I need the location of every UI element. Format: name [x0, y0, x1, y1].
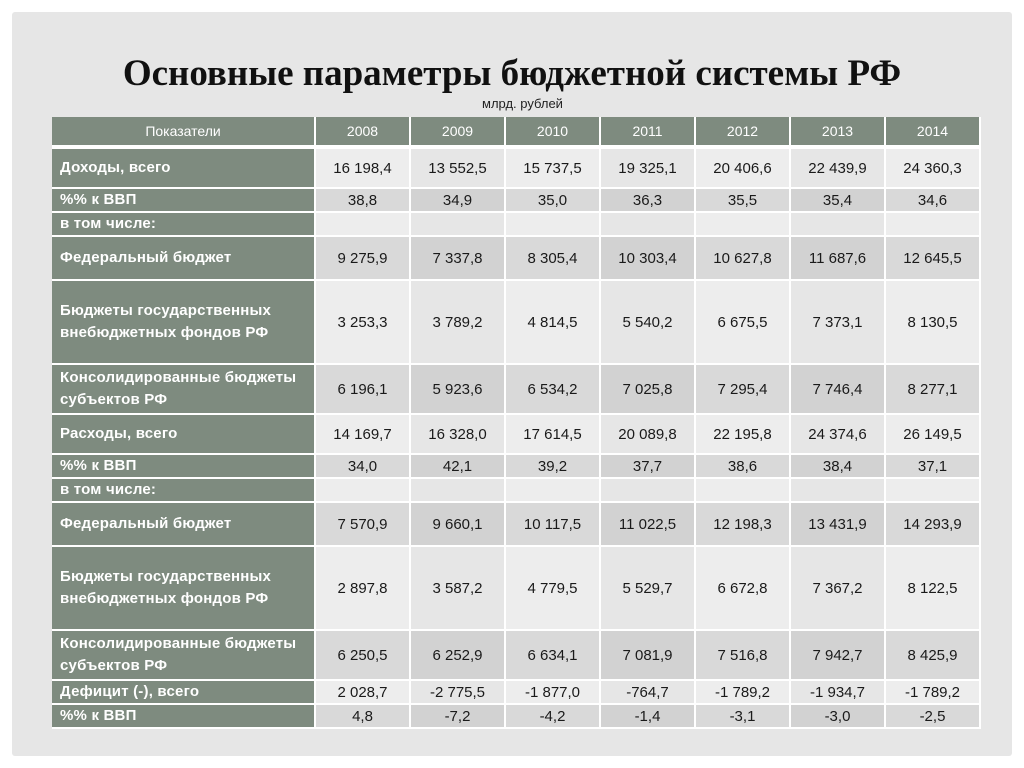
table-cell: 8 277,1 [886, 365, 981, 415]
table-cell: -4,2 [506, 705, 601, 729]
table-cell: 11 022,5 [601, 503, 696, 547]
table-cell: -1 789,2 [886, 681, 981, 705]
row-label: Расходы, всего [52, 415, 316, 455]
table-cell: 2 897,8 [316, 547, 411, 631]
table-cell [316, 213, 411, 237]
table-cell: -2,5 [886, 705, 981, 729]
table-cell: 6 534,2 [506, 365, 601, 415]
table-cell: 6 250,5 [316, 631, 411, 681]
table-cell [601, 213, 696, 237]
table-cell: 42,1 [411, 455, 506, 479]
table-cell: -764,7 [601, 681, 696, 705]
table-cell [411, 213, 506, 237]
table-row [52, 547, 981, 631]
table-row [52, 479, 981, 503]
table-cell: 5 529,7 [601, 547, 696, 631]
table-row [52, 681, 981, 705]
column-header-2010: 2010 [506, 117, 601, 149]
table-cell: 35,5 [696, 189, 791, 213]
table-cell: 24 374,6 [791, 415, 886, 455]
table-cell: 22 195,8 [696, 415, 791, 455]
table-cell: 8 305,4 [506, 237, 601, 281]
table-cell: 6 672,8 [696, 547, 791, 631]
table-cell: 20 089,8 [601, 415, 696, 455]
table-cell: 5 923,6 [411, 365, 506, 415]
table-header-row [52, 117, 981, 149]
table-cell: 7 516,8 [696, 631, 791, 681]
table-row [52, 213, 981, 237]
row-label: Дефицит (-), всего [52, 681, 316, 705]
table-cell [791, 479, 886, 503]
row-label: %% к ВВП [52, 705, 316, 729]
table-cell: 7 570,9 [316, 503, 411, 547]
table-row [52, 365, 981, 415]
table-cell: 8 425,9 [886, 631, 981, 681]
table-cell: 3 253,3 [316, 281, 411, 365]
table-cell: 7 746,4 [791, 365, 886, 415]
table-cell: 7 081,9 [601, 631, 696, 681]
table-cell: 3 587,2 [411, 547, 506, 631]
table-cell: -7,2 [411, 705, 506, 729]
table-cell: 37,1 [886, 455, 981, 479]
table-cell: 8 122,5 [886, 547, 981, 631]
table-cell: 35,0 [506, 189, 601, 213]
table-cell: 12 645,5 [886, 237, 981, 281]
table-cell [601, 479, 696, 503]
row-label: Бюджеты государственных внебюджетных фондов РФ [52, 547, 316, 631]
column-header-2013: 2013 [791, 117, 886, 149]
table-cell: 19 325,1 [601, 149, 696, 189]
table-cell: 14 169,7 [316, 415, 411, 455]
table-cell: 38,4 [791, 455, 886, 479]
column-header-2011: 2011 [601, 117, 696, 149]
table-cell: -1 934,7 [791, 681, 886, 705]
table-cell [506, 213, 601, 237]
table-cell: 34,0 [316, 455, 411, 479]
row-label: Федеральный бюджет [52, 237, 316, 281]
table-cell: 4 814,5 [506, 281, 601, 365]
column-header-indicators: Показатели [52, 117, 316, 149]
table-row [52, 189, 981, 213]
row-label: Бюджеты государственных внебюджетных фондов РФ [52, 281, 316, 365]
table-row [52, 149, 981, 189]
table-cell: 2 028,7 [316, 681, 411, 705]
row-label: Федеральный бюджет [52, 503, 316, 547]
page-title: Основные параметры бюджетной системы РФ [122, 53, 902, 94]
table-cell: 4 779,5 [506, 547, 601, 631]
row-label: %% к ВВП [52, 455, 316, 479]
table-cell: 36,3 [601, 189, 696, 213]
table-cell: -3,0 [791, 705, 886, 729]
table-cell: 14 293,9 [886, 503, 981, 547]
table-cell: 3 789,2 [411, 281, 506, 365]
table-cell: 34,6 [886, 189, 981, 213]
budget-table [52, 117, 981, 729]
table-cell: 7 025,8 [601, 365, 696, 415]
table-cell: 7 373,1 [791, 281, 886, 365]
row-label: Консолидированные бюджеты субъектов РФ [52, 631, 316, 681]
table-cell [886, 213, 981, 237]
table-row [52, 281, 981, 365]
table-cell [886, 479, 981, 503]
table-cell: 9 275,9 [316, 237, 411, 281]
table-row [52, 237, 981, 281]
table-cell: 10 117,5 [506, 503, 601, 547]
table-cell: -1 789,2 [696, 681, 791, 705]
table-cell: 10 303,4 [601, 237, 696, 281]
table-cell: 13 552,5 [411, 149, 506, 189]
table-cell: -2 775,5 [411, 681, 506, 705]
table-cell [791, 213, 886, 237]
table-cell: 15 737,5 [506, 149, 601, 189]
table-cell: 38,8 [316, 189, 411, 213]
table-cell: 22 439,9 [791, 149, 886, 189]
table-cell: 12 198,3 [696, 503, 791, 547]
table-cell [696, 213, 791, 237]
table-cell: 20 406,6 [696, 149, 791, 189]
table-cell: 6 634,1 [506, 631, 601, 681]
column-header-2014: 2014 [886, 117, 981, 149]
table-cell: 6 252,9 [411, 631, 506, 681]
table-cell: 6 675,5 [696, 281, 791, 365]
table-cell: 7 295,4 [696, 365, 791, 415]
units-subtitle: млрд. рублей [482, 96, 563, 111]
table-cell [506, 479, 601, 503]
table-row [52, 503, 981, 547]
table-cell: 38,6 [696, 455, 791, 479]
table-cell: 16 328,0 [411, 415, 506, 455]
table-cell: 24 360,3 [886, 149, 981, 189]
table-cell: 8 130,5 [886, 281, 981, 365]
table-cell: -1 877,0 [506, 681, 601, 705]
row-label: в том числе: [52, 479, 316, 503]
row-label: Доходы, всего [52, 149, 316, 189]
table-cell: 11 687,6 [791, 237, 886, 281]
row-label: в том числе: [52, 213, 316, 237]
table-cell: 4,8 [316, 705, 411, 729]
table-cell [411, 479, 506, 503]
table-cell: 13 431,9 [791, 503, 886, 547]
table-row [52, 455, 981, 479]
table-cell: 26 149,5 [886, 415, 981, 455]
table-row [52, 631, 981, 681]
table-cell [696, 479, 791, 503]
table-cell: 39,2 [506, 455, 601, 479]
table-cell: 34,9 [411, 189, 506, 213]
table-cell: 7 367,2 [791, 547, 886, 631]
table-cell: 7 337,8 [411, 237, 506, 281]
table-cell: 17 614,5 [506, 415, 601, 455]
table-cell: -1,4 [601, 705, 696, 729]
row-label: %% к ВВП [52, 189, 316, 213]
table-cell: 35,4 [791, 189, 886, 213]
table-cell: 7 942,7 [791, 631, 886, 681]
table-cell: 5 540,2 [601, 281, 696, 365]
table-cell: 37,7 [601, 455, 696, 479]
table-row [52, 705, 981, 729]
row-label: Консолидированные бюджеты субъектов РФ [52, 365, 316, 415]
table-cell: 9 660,1 [411, 503, 506, 547]
table-cell [316, 479, 411, 503]
table-cell: -3,1 [696, 705, 791, 729]
table-row [52, 415, 981, 455]
table-cell: 16 198,4 [316, 149, 411, 189]
column-header-2009: 2009 [411, 117, 506, 149]
column-header-2012: 2012 [696, 117, 791, 149]
column-header-2008: 2008 [316, 117, 411, 149]
table-cell: 6 196,1 [316, 365, 411, 415]
table-cell: 10 627,8 [696, 237, 791, 281]
